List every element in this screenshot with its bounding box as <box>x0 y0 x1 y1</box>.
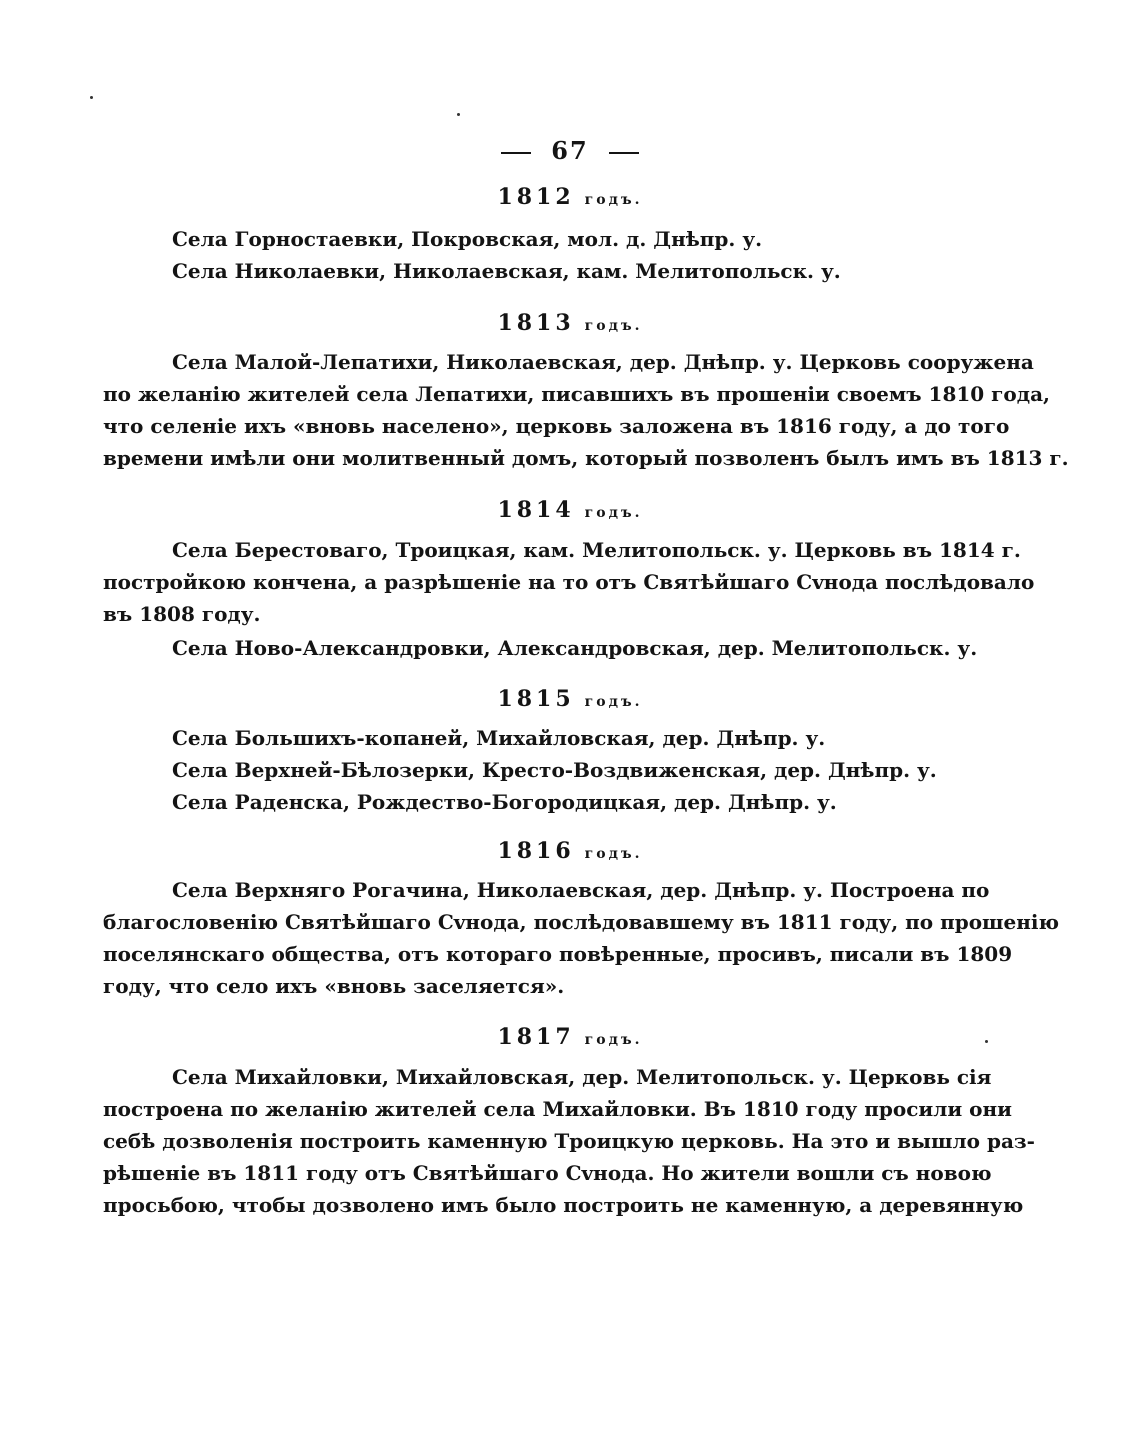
year-number: 1812 <box>497 184 575 210</box>
page-number <box>0 136 1140 165</box>
text-line: поселянскаго общества, отъ котораго повѣренные, просивъ, писали въ 1809 <box>103 942 1013 966</box>
text-line: Села Горностаевки, Покровская, мол. д. Днѣпр. у. <box>172 227 763 251</box>
text-line: времени имѣли они молитвенный домъ, который позволенъ былъ имъ въ 1813 г. <box>103 446 1069 470</box>
year-number: 1814 <box>497 497 575 523</box>
year-heading-1817 <box>0 1024 1140 1050</box>
text-line: себѣ дозволенія построить каменную Троицкую церковь. На это и вышло раз- <box>103 1129 1035 1153</box>
text-line: Села Берестоваго, Троицкая, кам. Мелитопольск. у. Церковь въ 1814 г. <box>172 538 1021 562</box>
scan-speck <box>457 113 460 116</box>
year-number: 1813 <box>497 310 575 336</box>
text-line: постройкою кончена, а разрѣшеніе на то отъ Святѣйшаго Сvнода послѣдовало <box>103 570 1035 594</box>
year-word: годъ. <box>584 694 643 710</box>
text-line: рѣшеніе въ 1811 году отъ Святѣйшаго Сvнода. Но жители вошли съ новою <box>103 1161 992 1185</box>
scan-speck <box>985 1040 988 1043</box>
text-line: Села Верхняго Рогачина, Николаевская, дер. Днѣпр. у. Построена по <box>172 878 990 902</box>
year-heading-1812 <box>0 184 1140 210</box>
year-heading-1815 <box>0 686 1140 712</box>
year-heading-1814 <box>0 497 1140 523</box>
text-line: въ 1808 году. <box>103 602 261 626</box>
text-line: по желанію жителей села Лепатихи, писавшихъ въ прошеніи своемъ 1810 года, <box>103 382 1051 406</box>
year-number: 1816 <box>497 838 575 864</box>
text-line: Села Николаевки, Николаевская, кам. Мелитопольск. у. <box>172 259 841 283</box>
year-number: 1815 <box>497 686 575 712</box>
text-line: году, что село ихъ «вновь заселяется». <box>103 974 565 998</box>
year-word: годъ. <box>584 192 643 208</box>
text-line: Села Раденска, Рождество-Богородицкая, дер. Днѣпр. у. <box>172 790 837 814</box>
text-line: благословенію Святѣйшаго Сvнода, послѣдовавшему въ 1811 году, по прошенію <box>103 910 1060 934</box>
text-line: что селеніе ихъ «вновь населено», церковь заложена въ 1816 году, а до того <box>103 414 1010 438</box>
year-word: годъ. <box>584 1032 643 1048</box>
year-heading-1816 <box>0 838 1140 864</box>
text-line: построена по желанію жителей села Михайловки. Въ 1810 году просили они <box>103 1097 1012 1121</box>
page-number-text: 67 <box>551 136 589 165</box>
text-line: Села Большихъ-копаней, Михайловская, дер. Днѣпр. у. <box>172 726 826 750</box>
text-line: просьбою, чтобы дозволено имъ было построить не каменную, а деревянную <box>103 1193 1024 1217</box>
text-line: Села Малой-Лепатихи, Николаевская, дер. Днѣпр. у. Церковь сооружена <box>172 350 1034 374</box>
right-dash <box>609 152 639 154</box>
text-line: Села Михайловки, Михайловская, дер. Мелитопольск. у. Церковь сія <box>172 1065 992 1089</box>
text-line: Села Верхней-Бѣлозерки, Кресто-Воздвиженская, дер. Днѣпр. у. <box>172 758 937 782</box>
year-word: годъ. <box>584 846 643 862</box>
scan-speck <box>90 96 93 99</box>
year-word: годъ. <box>584 505 643 521</box>
text-line: Села Ново-Александровки, Александровская, дер. Мелитопольск. у. <box>172 636 978 660</box>
left-dash <box>501 152 531 154</box>
year-word: годъ. <box>584 318 643 334</box>
year-number: 1817 <box>497 1024 575 1050</box>
year-heading-1813 <box>0 310 1140 336</box>
